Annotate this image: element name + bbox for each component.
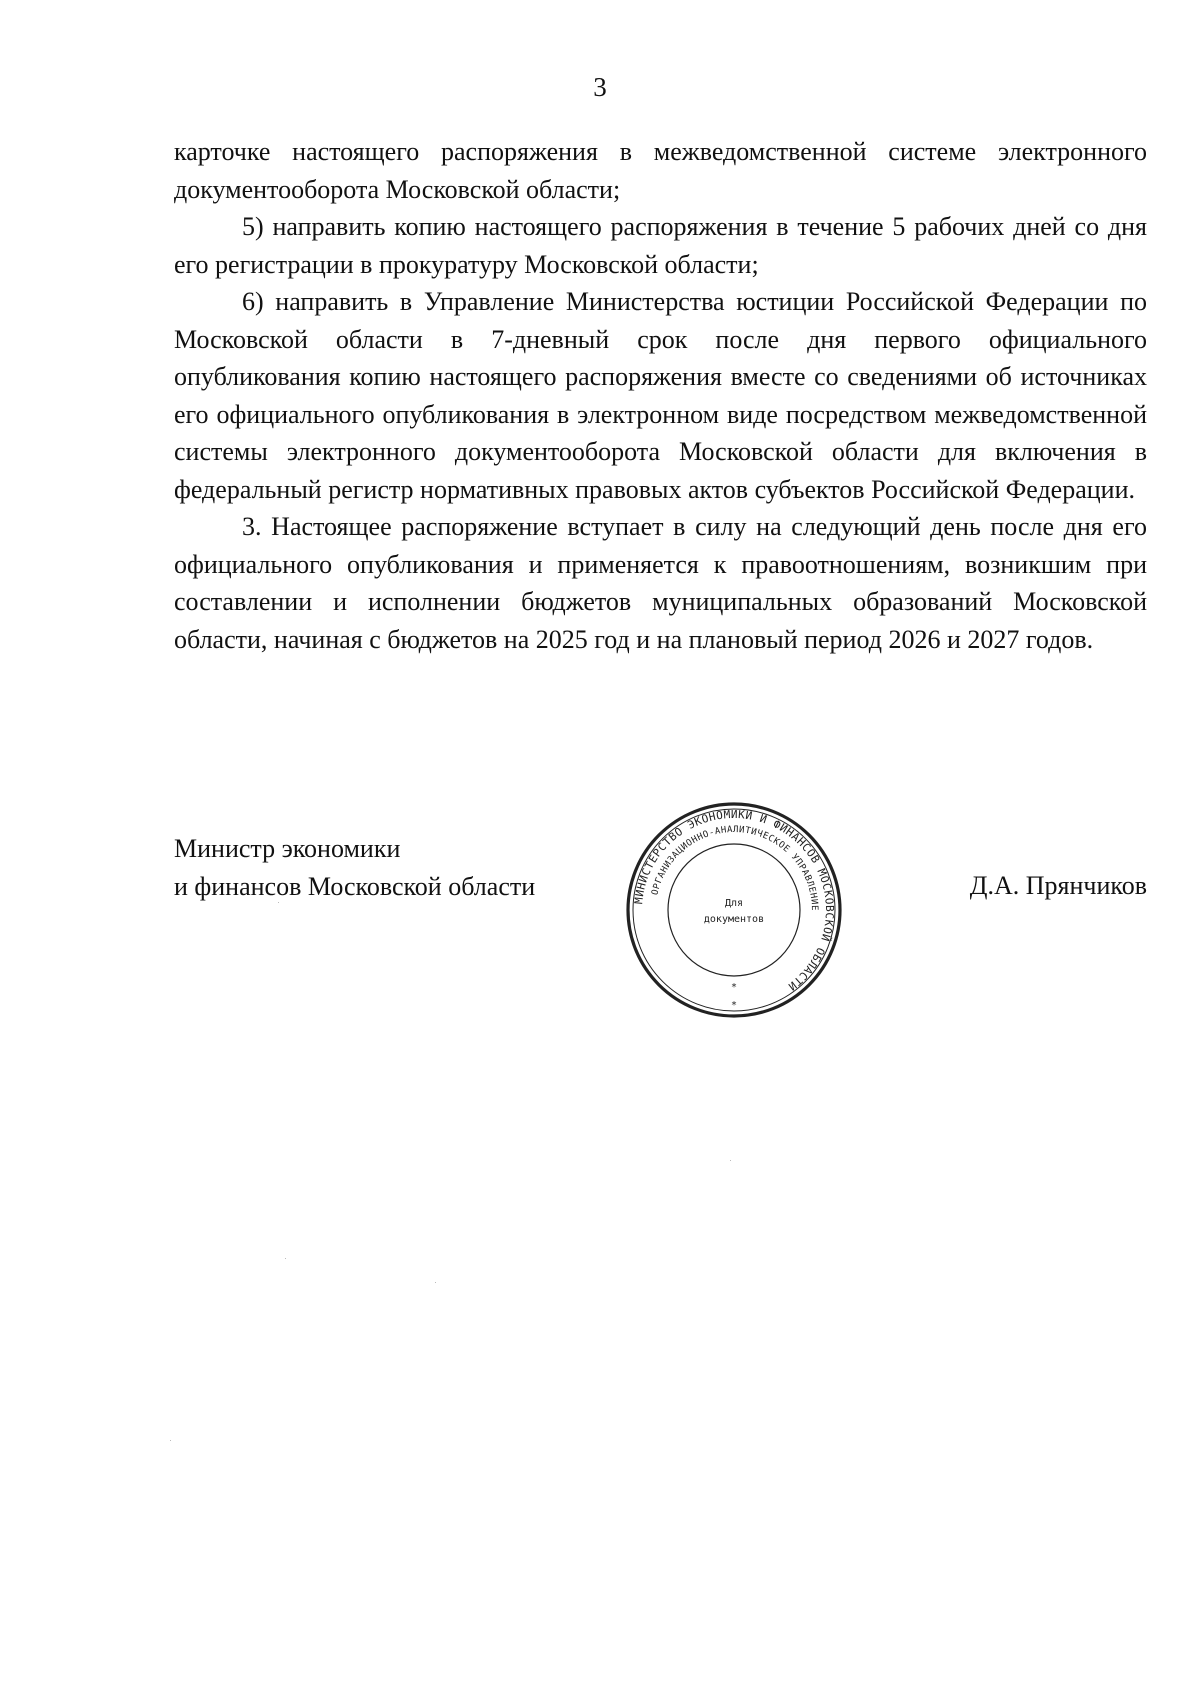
page-number: 3 xyxy=(593,72,607,102)
paragraph-clause-3: 3. Настоящее распоряжение вступает в силу на следующий день после дня его официального опубликования и применяется к правоотношениям, возникшим при составлении и исполнении бюджетов муниципальных образований Московской области, начиная с бюджетов на 2025 год и на плановый период 2026 и 2027 годов. xyxy=(174,512,1147,654)
seal-inner-text: ОРГАНИЗАЦИОННО-АНАЛИТИЧЕСКОЕ УПРАВЛЕНИЕ xyxy=(650,824,820,912)
signature-block xyxy=(174,807,1147,1050)
signer-title-line-1: Министр экономики xyxy=(174,834,401,863)
scan-speck xyxy=(285,1258,286,1259)
document-body xyxy=(174,133,1147,658)
scan-speck xyxy=(435,1282,436,1283)
scan-speck xyxy=(170,1440,171,1441)
scan-speck xyxy=(278,902,279,903)
signer-title-line-2: и финансов Московской области xyxy=(174,871,536,901)
seal-center-line-1: Для xyxy=(724,898,744,909)
signer-name: Д.А. Прянчиков xyxy=(969,871,1147,900)
paragraph-continuation: карточке настоящего распоряжения в межведомственной системе электронного документооборота Московской области; xyxy=(174,137,1147,204)
official-seal-stamp xyxy=(624,800,844,1020)
signer-title xyxy=(174,830,535,905)
paragraph-item-5: 5) направить копию настоящего распоряжения в течение 5 рабочих дней со дня его регистрации в прокуратуру Московской области; xyxy=(174,212,1147,279)
seal-center-line-2: документов xyxy=(703,914,765,925)
seal-outer-text: МИНИСТЕРСТВО ЭКОНОМИКИ И ФИНАНСОВ МОСКОВСКОЙ ОБЛАСТИ xyxy=(632,807,837,994)
scan-speck xyxy=(730,1160,731,1161)
paragraph-item-6: 6) направить в Управление Министерства юстиции Российской Федерации по Московской области в 7-дневный срок после дня первого официального опубликования копию настоящего распоряжения вместе со сведениями об источниках его официального опубликования в электронном виде посредством межведомственной системы электронного документооборота Московской области для включения в федеральный регистр нормативных правовых актов субъектов Российской Федерации. xyxy=(174,287,1147,504)
seal-star: * xyxy=(730,982,738,993)
seal-star-lower: * xyxy=(730,1000,738,1011)
